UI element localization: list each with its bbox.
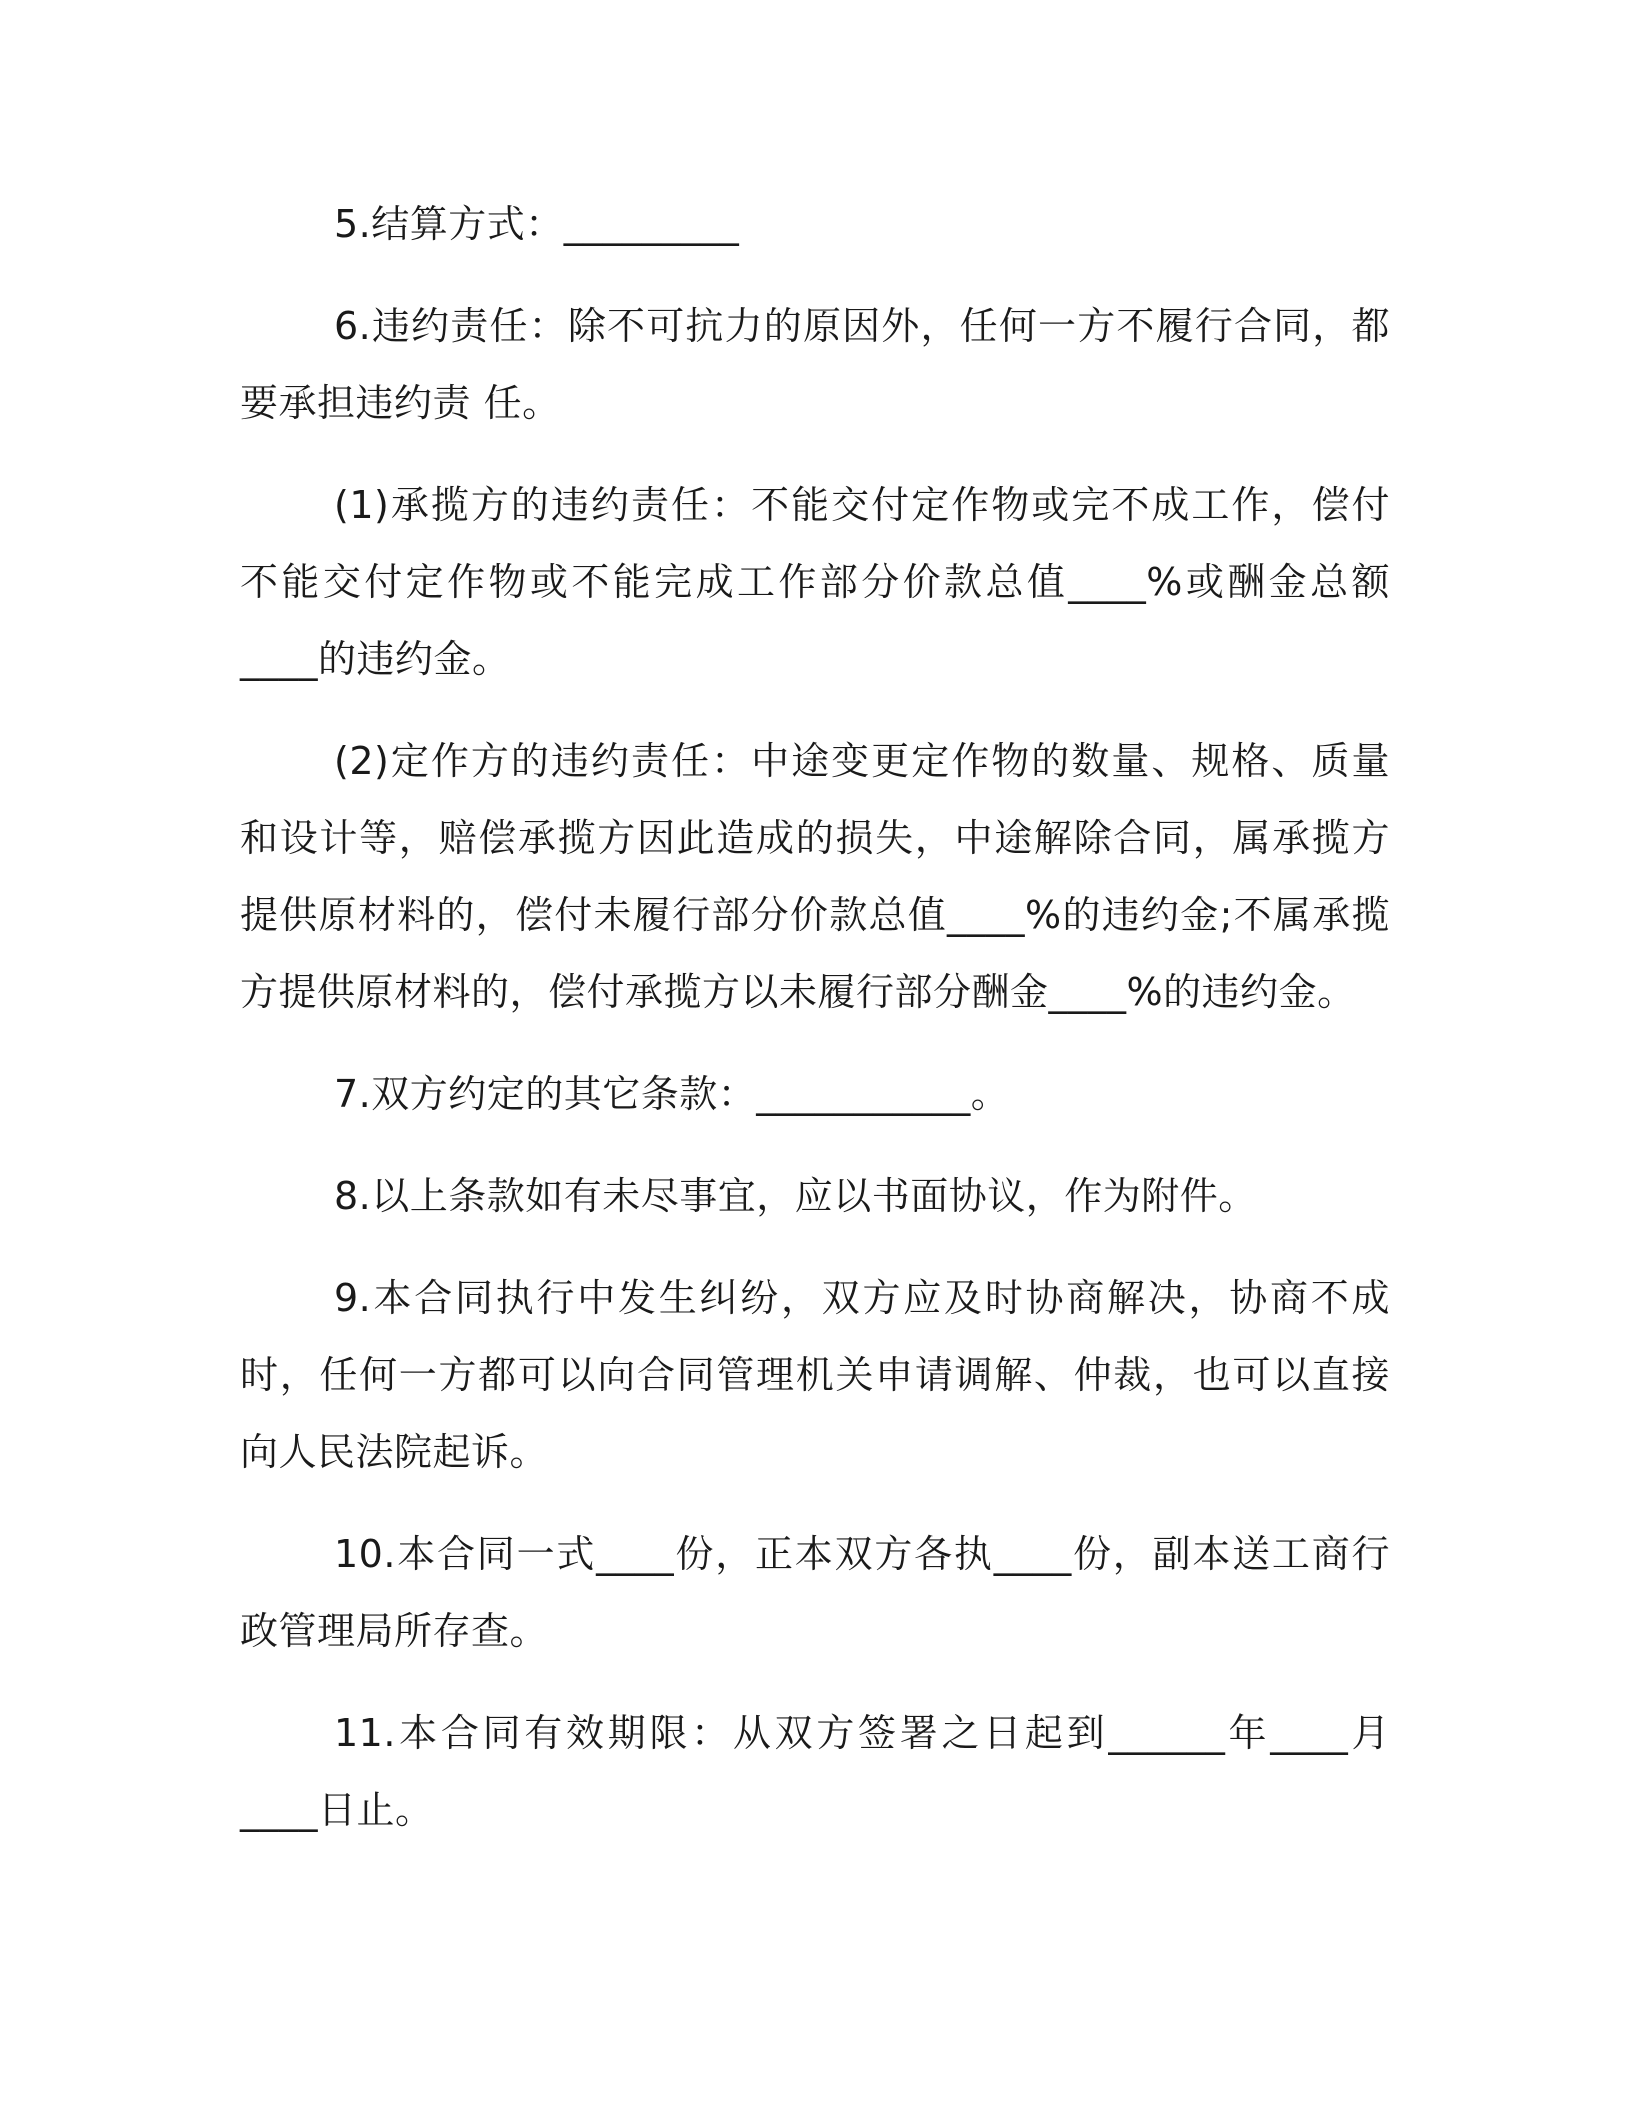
clause-6-2-client-liability: (2)定作方的违约责任：中途变更定作物的数量、规格、质量和设计等，赔偿承揽方因此造成的损失，中途解除合同，属承揽方提供原材料的，偿付未履行部分价款总值____%的违约金;不属承揽方提供原材料的，偿付承揽方以未履行部分酬金____%的违约金。	[240, 739, 1390, 1014]
clause-10-copies: 10.本合同一式____份，正本双方各执____份，副本送工商行政管理局所存查。	[240, 1532, 1390, 1653]
document-body	[240, 186, 1390, 1874]
clause-11-validity: 11.本合同有效期限：从双方签署之日起到______年____月____日止。	[240, 1711, 1390, 1832]
clause-5-settlement: 5.结算方式：_________	[334, 202, 740, 246]
clause-8-supplement: 8.以上条款如有未尽事宜，应以书面协议，作为附件。	[334, 1174, 1257, 1218]
clause-6-1-contractor-liability: (1)承揽方的违约责任：不能交付定作物或完不成工作，偿付不能交付定作物或不能完成工作部分价款总值____%或酬金总额____的违约金。	[240, 483, 1390, 681]
clause-6-liability: 6.违约责任：除不可抗力的原因外，任何一方不履行合同，都要承担违约责 任。	[240, 304, 1390, 425]
clause-9-disputes: 9.本合同执行中发生纠纷，双方应及时协商解决，协商不成时，任何一方都可以向合同管理机关申请调解、仲裁，也可以直接向人民法院起诉。	[240, 1276, 1390, 1474]
clause-7-other-terms: 7.双方约定的其它条款：___________。	[334, 1072, 1010, 1116]
